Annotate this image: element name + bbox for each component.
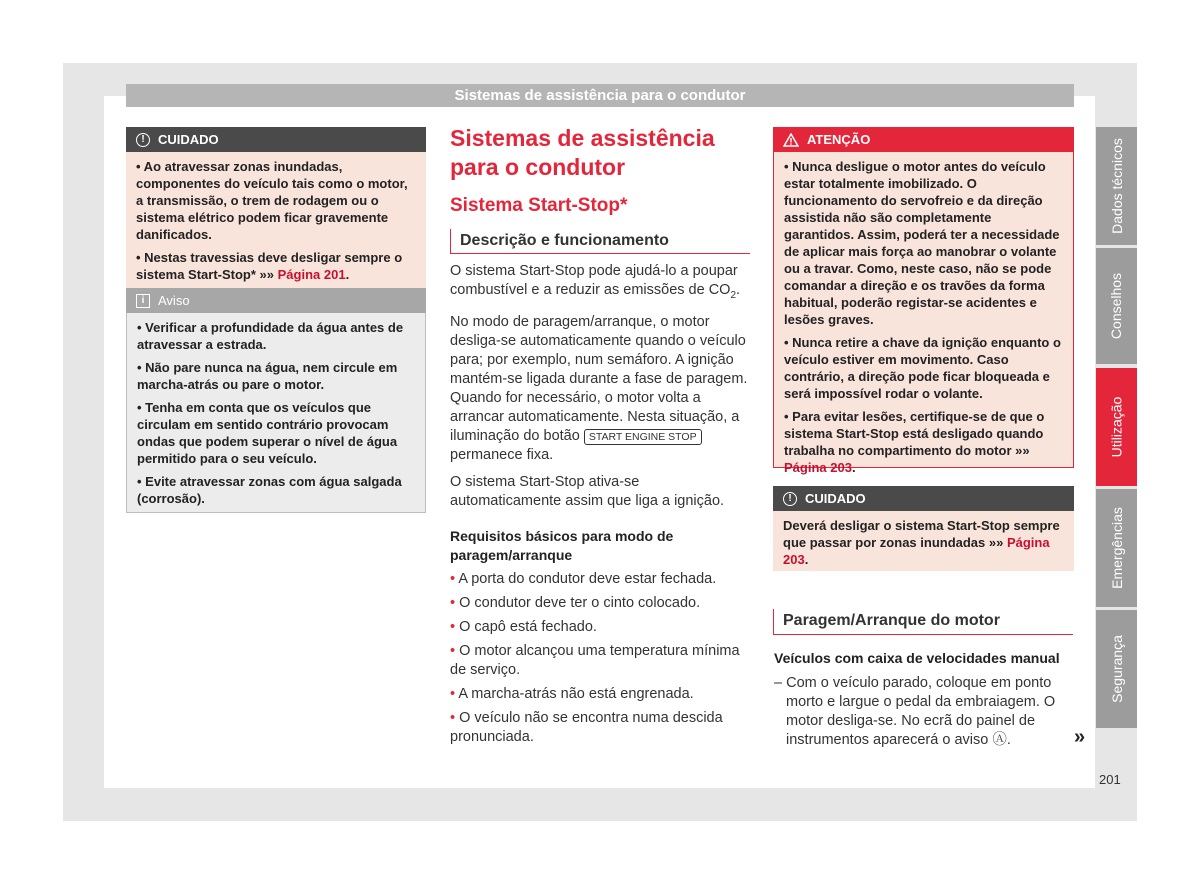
note-header [126,288,426,313]
warning-triangle-icon [783,133,799,147]
body-text [450,262,750,511]
exclamation-circle-icon: ! [136,133,150,147]
paragraph: No modo de paragem/arranque, o motor desliga-se automaticamente quando o veículo para; por exemplo, num semáforo. A ignição mantém-se ligada durante a fase de paragem. Quando for necessário, o motor volta a arrancar automaticamente. Nesta situação, a iluminação do botão START ENGINE STOP permanece fixa. [450,313,748,463]
note-item: • Não pare nunca na água, nem circule em marcha-atrás ou pare o motor. [137,360,398,392]
page-number: 201 [1099,772,1121,787]
tab-utilizacao[interactable]: Utilização [1096,368,1137,486]
info-square-icon: i [136,294,150,308]
caution-header [126,127,426,152]
note-item: • Evite atravessar zonas com água salgada (corrosão). [137,474,402,506]
warning-item: • Nunca retire a chave da ignição enquanto o veículo estiver em movimento. Caso contrário, a direção pode ficar bloqueada e será impossível rodar o volante. [784,335,1061,401]
topic-heading: Descrição e funcionamento [450,229,750,254]
list-item: • O capô está fechado. [450,618,597,635]
chapter-header: Sistemas de assistência para o condutor [126,84,1074,107]
caution-title: CUIDADO [158,132,219,147]
caution-item: • Ao atravessar zonas inundadas, componentes do veículo tais como o motor, a transmissão, o trem de rodagem ou o sistema elétrico podem ficar gravemente danificados. [136,159,408,242]
warning-header [773,127,1074,152]
note-box [126,288,426,513]
warning-title: ATENÇÃO [807,132,871,147]
warning-item: • Nunca desligue o motor antes do veículo estar totalmente imobilizado. O funcionamento do servofreio e da direção assistida não são completamente garantidos. Assim, poderá ter a necessidade de aplicar mais força ao manobrar o volante ou a travar. Como, neste caso, não se pode comandar a direção e os travões da forma habitual, poderão registar-se acidentes e lesões graves. [784,159,1060,327]
continue-marker: » [1074,726,1086,748]
list-item: • O veículo não se encontra numa descida pronunciada. [450,709,723,745]
caution-header [773,486,1074,511]
section-title: Sistemas de assistência para o condutor [450,125,715,180]
note-item: • Tenha em conta que os veículos que circulam em sentido contrário provocam ondas que podem superar o nível de água permitido para o seu veículo. [137,400,398,466]
topic-heading-2: Paragem/Arranque do motor [773,609,1073,635]
paragraph: O sistema Start-Stop pode ajudá-lo a poupar combustível e a reduzir as emissões de $CO_2$. [450,263,741,301]
warning-box [773,127,1074,475]
caution-item: • Nestas travessias deve desligar sempre o sistema Start-Stop* »» Página 201. [136,250,403,282]
subsection-title: Sistema Start-Stop* [450,195,628,216]
caution-item: Deverá desligar o sistema Start-Stop sempre que passar por zonas inundadas »» Página 203. [783,518,1060,567]
start-engine-stop-button-label: START ENGINE STOP [584,429,702,445]
caution-box [126,127,426,296]
list-item: • O condutor deve ter o cinto colocado. [450,594,701,611]
note-body [126,313,426,513]
tab-emergencias[interactable]: Emergências [1096,489,1137,607]
page-link[interactable]: Página 201 [277,267,346,282]
list-item: • A porta do condutor deve estar fechada. [450,570,717,587]
list-item: • O motor alcançou uma temperatura mínima de serviço. [450,642,740,678]
paragraph: O sistema Start-Stop ativa-se automaticamente assim que liga a ignição. [450,473,725,509]
tab-dados-tecnicos[interactable]: Dados técnicos [1096,127,1137,245]
manual-gearbox-title: Veículos com caixa de velocidades manual [774,650,1060,666]
note-item: • Verificar a profundidade da água antes de atravessar a estrada. [137,320,404,352]
note-title: Aviso [158,293,190,308]
exclamation-circle-icon: ! [783,492,797,506]
caution-box-2 [773,486,1074,571]
list-item: • A marcha-atrás não está engrenada. [450,685,694,702]
page-link[interactable]: Página 203 [784,460,852,475]
tab-seguranca[interactable]: Segurança [1096,610,1137,728]
caution-body [126,152,426,296]
warning-item: • Para evitar lesões, certifique-se de que o sistema Start-Stop está desligado quando trabalha no compartimento do motor »» Página 203. [784,409,1045,475]
caution-title: CUIDADO [805,491,866,506]
instruction-step: – Com o veículo parado, coloque em ponto morto e largue o pedal da embraiagem. O motor desliga-se. No ecrã do painel de instrumentos aparecerá o aviso Ⓐ. [774,675,1056,748]
requirements-title: Requisitos básicos para modo de paragem/arranque [450,527,674,563]
page-link[interactable]: Página 203 [783,535,1050,567]
middle-column [450,124,750,747]
caution-body [773,511,1074,571]
warning-body [773,152,1074,475]
tab-conselhos[interactable]: Conselhos [1096,248,1137,364]
